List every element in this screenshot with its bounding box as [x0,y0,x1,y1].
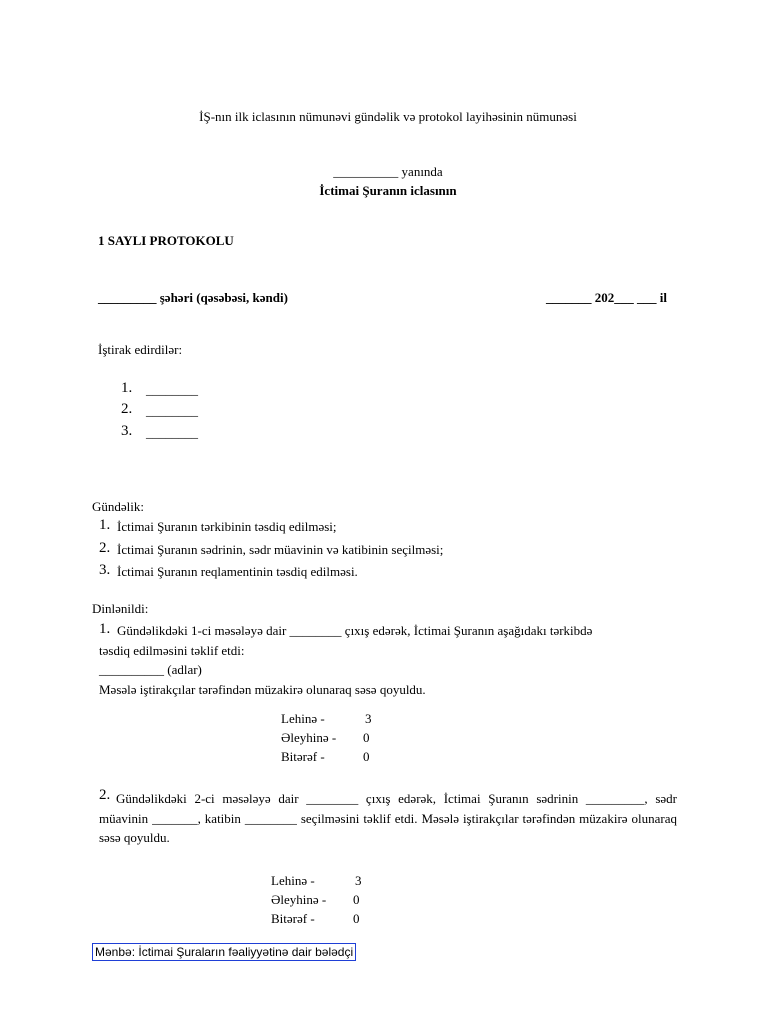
vote-value: 3 [355,873,362,888]
vote-value: 3 [365,711,372,726]
vote-results-2 [271,871,362,928]
vote-label: Lehinə - [281,711,325,726]
item-number: 2. [99,787,111,803]
vote-value: 0 [363,749,370,764]
city-field: _________ şəhəri (qəsəbəsi, kəndi) [98,290,288,305]
vote-label: Lehinə - [271,873,315,888]
vote-value: 0 [353,892,360,907]
agenda-label: Gündəlik: [92,499,144,514]
item-text: Gündəlikdəki 2-ci məsələyə dair ________ çıxış edərək, İctimai Şuranın sədrinin _________, sədr müavinin _______, katibin ________ seçilməsini təklif etdi. Məsələ iştirakçılar tərəfindən müzakirə olunaraq səsə qoyuldu. [99,791,677,845]
vote-results-1 [281,709,372,766]
list-item-number: 3. [99,562,111,578]
protocol-title: 1 SAYLI PROTOKOLU [98,233,234,248]
vote-label: Bitərəf - [271,911,315,926]
list-item: İctimai Şuranın sədrinin, sədr müavinin və katibinin seçilməsi; [117,542,444,557]
vote-label: Əleyhinə - [271,892,327,907]
attendees-label: İştirak edirdilər: [98,342,183,357]
list-item: İctimai Şuranın tərkibinin təsdiq edilməsi; [117,519,337,534]
vote-label: Bitərəf - [281,749,325,764]
document-heading: İŞ-nın ilk iclasının nümunəvi gündəlik və protokol layihəsinin nümunəsi [199,109,577,124]
list-item: ________ [146,403,198,418]
list-item: ________ [146,425,198,440]
list-item-number: 3. [121,423,133,439]
vote-value: 0 [363,730,370,745]
list-item-number: 2. [99,540,111,556]
item-text-line: təsdiq edilməsini təklif etdi: [99,643,245,658]
vote-label: Əleyhinə - [281,730,337,745]
item-text-line: Gündəlikdəki 1-ci məsələyə dair ________ çıxış edərək, İctimai Şuranın aşağıdakı tərkibdə [117,623,593,638]
discussed-line: Məsələ iştirakçılar tərəfindən müzakirə olunaraq səsə qoyuldu. [99,682,426,697]
names-field: __________ (adlar) [99,662,202,677]
source-citation: Mənbə: İctimai Şuraların fəaliyyətinə dair bələdçi [92,943,356,961]
heard-label: Dinlənildi: [92,601,149,616]
date-field: _______ 202___ ___ il [546,290,667,305]
item-number: 1. [99,621,111,637]
meeting-title: İctimai Şuranın iclasının [319,183,457,198]
vote-value: 0 [353,911,360,926]
list-item: İctimai Şuranın reqlamentinin təsdiq edilməsi. [117,564,358,579]
list-item: ________ [146,382,198,397]
list-item-number: 1. [99,517,111,533]
yaninda-line: __________ yanında [333,164,443,179]
list-item-number: 1. [121,380,133,396]
list-item-number: 2. [121,401,133,417]
